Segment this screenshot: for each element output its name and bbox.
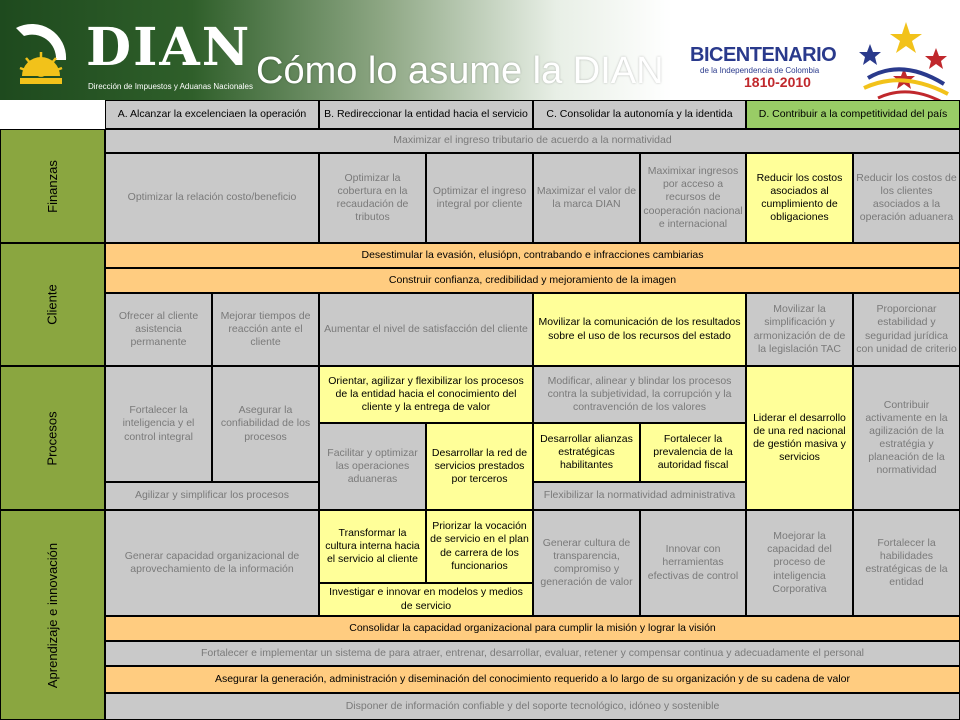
bicentenario-title: BICENTENARIO <box>690 44 837 66</box>
finanzas-objective-1: Optimizar la relación costo/beneficio <box>105 153 319 243</box>
perspective-label: Cliente <box>45 284 60 325</box>
header-banner <box>0 0 960 100</box>
page-title: Cómo lo asume la DIAN <box>256 50 664 92</box>
dian-logo-icon <box>10 20 72 92</box>
procesos-objective-9: Desarrollar alianzas estratégicas habilitantes <box>533 423 640 482</box>
aprendizaje-objective-3: Priorizar la vocación de servicio en el plan de carrera de los funcionarios <box>426 510 533 583</box>
finanzas-objective-2: Optimizar la cobertura en la recaudación de tributos <box>319 153 426 243</box>
perspective-aprendizaje <box>0 510 105 720</box>
procesos-objective-11: Agilizar y simplificar los procesos <box>105 482 319 510</box>
procesos-objective-5: Liderar el desarrollo de una red nacional de gestión masiva y servicios <box>746 366 853 510</box>
aprendizaje-objective-2: Transformar la cultura interna hacia el servicio al cliente <box>319 510 426 583</box>
cliente-objective-1: Ofrecer al cliente asistencia permanente <box>105 293 212 366</box>
procesos-objective-4: Modificar, alinear y blindar los procesos contra la subjetividad, la corrupción y la contravención de los valores <box>533 366 746 423</box>
column-header-a: A. Alcanzar la excelenciaen la operación <box>105 100 319 129</box>
finanzas-objective-6: Reducir los costos asociados al cumplimiento de obligaciones <box>746 153 853 243</box>
perspective-label: Aprendizaje e innovación <box>45 542 60 688</box>
cliente-objective-3: Aumentar el nivel de satisfacción del cliente <box>319 293 533 366</box>
aprendizaje-row-objective-1: Consolidar la capacidad organizacional para cumplir la misión y lograr la visión <box>105 616 960 641</box>
finanzas-objective-7: Reducir los costos de los clientes asociados a la operación aduanera <box>853 153 960 243</box>
strategy-map-table <box>0 100 960 720</box>
finanzas-objective-4: Maximizar el valor de la marca DIAN <box>533 153 640 243</box>
perspective-label: Finanzas <box>45 159 60 213</box>
cliente-row-objective-1: Desestimular la evasión, elusiópn, contrabando e infracciones cambiarias <box>105 243 960 268</box>
aprendizaje-objective-8: Investigar e innovar en modelos y medios de servicio <box>319 583 533 616</box>
aprendizaje-objective-5: Innovar con herramientas efectivas de control <box>640 510 746 616</box>
procesos-objective-8: Desarrollar la red de servicios prestados por terceros <box>426 423 533 510</box>
procesos-objective-6: Contribuir activamente en la agilización de la estratégia y planeación de la normatividad <box>853 366 960 510</box>
perspective-label: Procesos <box>44 410 60 466</box>
procesos-objective-10: Fortalecer la prevalencia de la autoridad fiscal <box>640 423 746 482</box>
bicentenario-logo <box>690 44 850 102</box>
bicentenario-subtitle: de la Independencia de Colombia <box>700 66 820 75</box>
column-header-b: B. Redireccionar la entidad hacia el servicio <box>319 100 533 129</box>
cliente-objective-4: Movilizar la comunicación de los resultados sobre el uso de los recursos del estado <box>533 293 746 366</box>
perspective-cliente <box>0 243 105 366</box>
finanzas-objective-3: Optimizar el ingreso integral por cliente <box>426 153 533 243</box>
dian-logo-subtitle: Dirección de Impuestos y Aduanas Nacionales <box>88 82 253 91</box>
aprendizaje-row-objective-3: Asegurar la generación, administración y diseminación del conocimiento requerido a lo largo de su organización y de su cadena de valor <box>105 666 960 693</box>
finanzas-objective-5: Maximixar ingresos por acceso a recursos de cooperación nacional e internacional <box>640 153 746 243</box>
perspective-finanzas <box>0 129 105 243</box>
aprendizaje-row-objective-2: Fortalecer e implementar un sistema de para atraer, entrenar, desarrollar, evaluar, retener y compensar continua y adecuadamente el personal <box>105 641 960 666</box>
aprendizaje-objective-7: Fortalecer la habilidades estratégicas de la entidad <box>853 510 960 616</box>
aprendizaje-objective-4: Generar cultura de transparencia, compromiso y generación de valor <box>533 510 640 616</box>
cliente-objective-6: Proporcionar estabilidad y seguridad jurídica con unidad de criterio <box>853 293 960 366</box>
aprendizaje-objective-6: Moejorar la capacidad del proceso de inteligencia Corporativa <box>746 510 853 616</box>
aprendizaje-objective-1: Generar capacidad organizacional de aprovechamiento de la información <box>105 510 319 616</box>
cliente-row-objective-2: Construir confianza, credibilidad y mejoramiento de la imagen <box>105 268 960 293</box>
perspective-procesos <box>0 366 105 510</box>
column-header-c: C. Consolidar la autonomía y la identida <box>533 100 746 129</box>
procesos-objective-7: Facilitar y optimizar las operaciones aduaneras <box>319 423 426 510</box>
finanzas-top-objective: Maximizar el ingreso tributario de acuerdo a la normatividad <box>105 129 960 153</box>
cliente-objective-2: Mejorar tiempos de reacción ante el cliente <box>212 293 319 366</box>
dian-logo-text: DIAN <box>86 17 252 78</box>
procesos-objective-1: Fortalecer la inteligencia y el control integral <box>105 366 212 482</box>
bicentenario-years: 1810-2010 <box>744 74 811 90</box>
cliente-objective-5: Movilizar la simplificación y armonización de de la legislación TAC <box>746 293 853 366</box>
bicentenario-star-icon <box>848 18 956 106</box>
aprendizaje-row-objective-4: Disponer de información confiable y del soporte tecnológico, idóneo y sostenible <box>105 693 960 720</box>
procesos-objective-12: Flexibilizar la normatividad administrativa <box>533 482 746 510</box>
column-header-d: D. Contribuir a la competitividad del país <box>746 100 960 129</box>
procesos-objective-3: Orientar, agilizar y flexibilizar los procesos de la entidad hacia el conocimiento del cliente y la entrega de valor <box>319 366 533 423</box>
procesos-objective-2: Asegurar la confiabilidad de los procesos <box>212 366 319 482</box>
